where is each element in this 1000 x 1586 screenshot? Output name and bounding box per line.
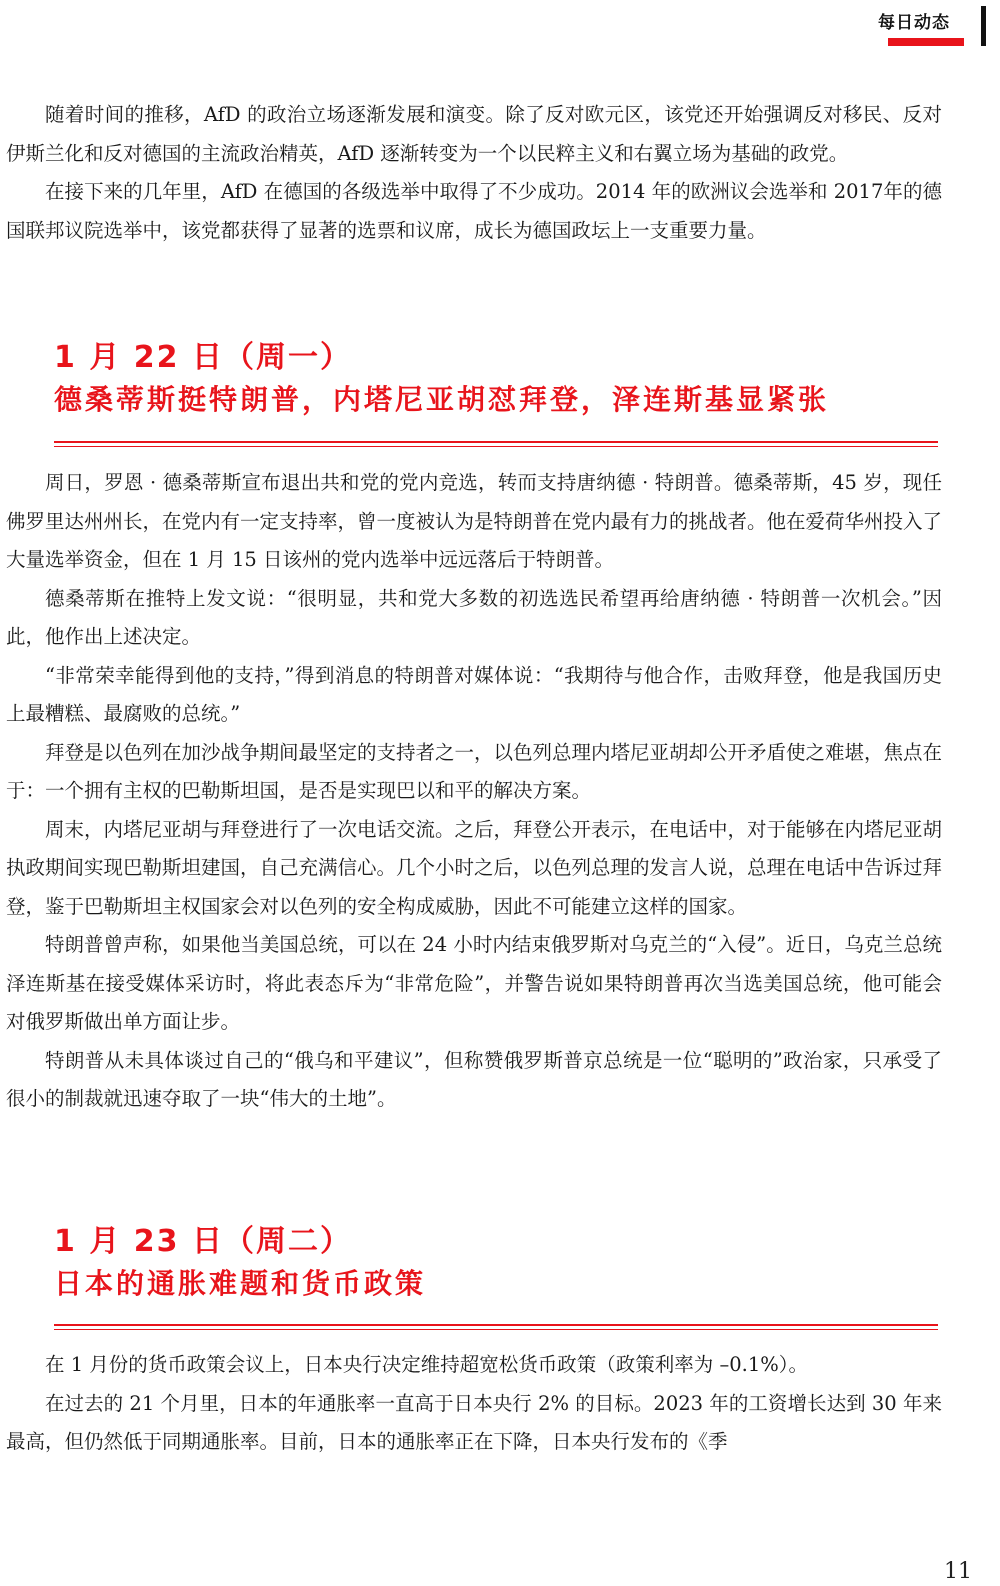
header-title: 每日动态 <box>878 13 950 33</box>
intro-text <box>6 96 942 250</box>
section-date: 1 月 23 日（周二） <box>54 1224 352 1259</box>
section-date: 1 月 22 日（周一） <box>54 340 352 375</box>
paragraph: 特朗普曾声称，如果他当美国总统，可以在 24 小时内结束俄罗斯对乌克兰的“入侵”。近日，乌克兰总统泽连斯基在接受媒体采访时，将此表态斥为“非常危险”，并警告说如果特朗普再次当选美国总统，他可能会对俄罗斯做出单方面让步。 <box>6 933 942 1033</box>
header-red-underline <box>888 38 964 46</box>
section-body-jan23 <box>6 1346 942 1462</box>
paragraph: 周日，罗恩 · 德桑蒂斯宣布退出共和党的党内竞选，转而支持唐纳德 · 特朗普。德桑蒂斯，45 岁，现任佛罗里达州州长，在党内有一定支持率，曾一度被认为是特朗普在党内最有力的挑战者。他在爱荷华州投入了大量选举资金，但在 1 月 15 日该州的党内选举中远远落后于特朗普。 <box>6 471 943 571</box>
paragraph: 在过去的 21 个月里，日本的年通胀率一直高于日本央行 2% 的目标。2023 年的工资增长达到 30 年来最高，但仍然低于同期通胀率。目前，日本的通胀率正在下降，日本央行发布的《季 <box>6 1391 942 1453</box>
paragraph: 在 1 月份的货币政策会议上，日本央行决定维持超宽松货币政策（政策利率为 –0.1%）。 <box>45 1353 809 1376</box>
section-rule-thin <box>54 1329 938 1330</box>
paragraph: 特朗普从未具体谈过自己的“俄乌和平建议”，但称赞俄罗斯普京总统是一位“聪明的”政治家，只承受了很小的制裁就迅速夺取了一块“伟大的土地”。 <box>6 1048 942 1110</box>
paragraph: 德桑蒂斯在推特上发文说：“很明显，共和党大多数的初选选民希望再给唐纳德 · 特朗普一次机会。”因此，他作出上述决定。 <box>6 586 942 648</box>
section-title: 日本的通胀难题和货币政策 <box>54 1267 427 1300</box>
paragraph: 周末，内塔尼亚胡与拜登进行了一次电话交流。之后，拜登公开表示，在电话中，对于能够在内塔尼亚胡执政期间实现巴勒斯坦建国，自己充满信心。几个小时之后，以色列总理的发言人说，总理在电话中告诉过拜登，鉴于巴勒斯坦主权国家会对以色列的安全构成威胁，因此不可能建立这样的国家。 <box>6 817 943 918</box>
section-body-jan22 <box>6 464 942 1119</box>
paragraph: “非常荣幸能得到他的支持，”得到消息的特朗普对媒体说：“我期待与他合作，击败拜登，他是我国历史上最糟糕、最腐败的总统。” <box>6 663 942 725</box>
section-title: 德桑蒂斯挺特朗普，内塔尼亚胡怼拜登，泽连斯基显紧张 <box>54 383 830 416</box>
section-heading-jan23 <box>54 1222 938 1334</box>
paragraph: 拜登是以色列在加沙战争期间最坚定的支持者之一，以色列总理内塔尼亚胡却公开矛盾使之难堪，焦点在于：一个拥有主权的巴勒斯坦国，是否是实现巴以和平的解决方案。 <box>6 740 943 802</box>
section-rule-thin <box>54 446 938 447</box>
paragraph: 随着时间的推移，AfD 的政治立场逐渐发展和演变。除了反对欧元区，该党还开始强调反对移民、反对伊斯兰化和反对德国的主流政治精英，AfD 逐渐转变为一个以民粹主义和右翼立场为基础的政党。 <box>6 103 942 165</box>
section-heading-jan22 <box>54 338 938 450</box>
paragraph: 在接下来的几年里，AfD 在德国的各级选举中取得了不少成功。2014 年的欧洲议会选举和 2017年的德国联邦议院选举中，该党都获得了显著的选票和议席，成长为德国政坛上一支重要力量。 <box>6 180 942 242</box>
page-number: 11 <box>944 1559 972 1584</box>
section-rule <box>54 1324 938 1326</box>
header-black-bar <box>981 6 986 46</box>
section-rule <box>54 441 938 443</box>
page-header <box>866 6 986 46</box>
